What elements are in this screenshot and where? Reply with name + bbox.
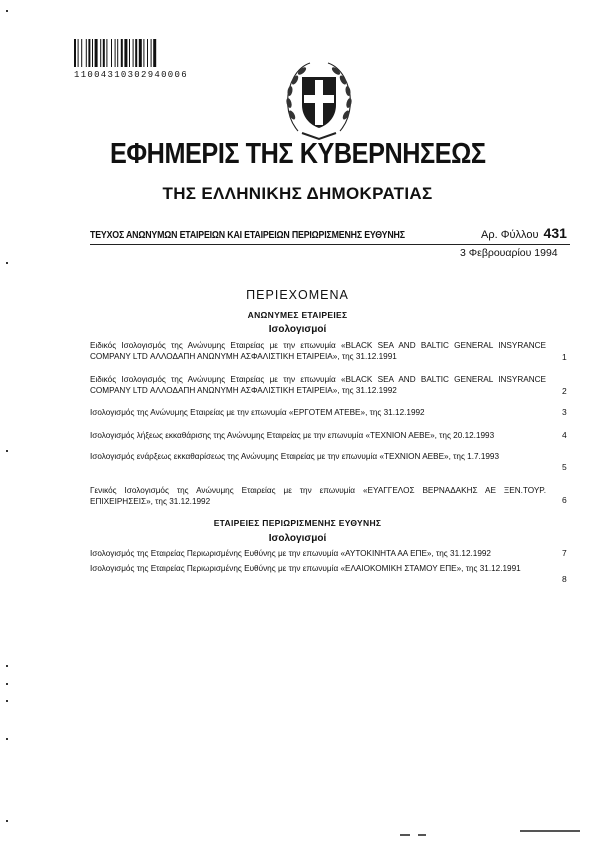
- barcode-bar: [81, 39, 82, 67]
- toc-entry-text: Ισολογισμός της Εταιρείας Περιωρισμένης Ευθύνης με την επωνυμία «ΑΥΤΟΚΙΝΗΤΑ ΑΑ ΕΠΕ», της 31.12.1992: [90, 549, 491, 558]
- toc-page-number: 6: [562, 495, 567, 505]
- toc-page-number: 2: [562, 386, 567, 396]
- toc-entry-text: Γενικός Ισολογισμός της Ανώνυμης Εταιρείας με την επωνυμία «ΕΥΑΓΓΕΛΟΣ ΒΕΡΝΑΔΑΚΗΣ ΑΕ ΞΕΝ.ΤΟΥΡ. ΕΠΙΧΕΙΡΗΣΕΙΣ», της 31.12.1992: [90, 486, 546, 506]
- barcode-bar: [88, 39, 90, 67]
- toc-page-number: 3: [562, 407, 567, 417]
- toc-page-number: 5: [562, 462, 567, 472]
- subsection-heading: Ισολογισμοί: [268, 324, 327, 335]
- toc-entry-text: Ειδικός Ισολογισμός της Ανώνυμης Εταιρείας με την επωνυμία «BLACK SEA AND BALTIC GENERAL INSYRANCE COMPANY LTD ΑΛΛΟΔΑΠΗ ΑΝΩΝΥΜΗ ΑΣΦΑΛΙΣΤΙΚΗ ΕΤΑΙΡΕΙΑ», της 31.12.1991: [90, 341, 546, 361]
- barcode-bar: [74, 39, 76, 67]
- barcode-bar: [117, 39, 118, 67]
- barcode: [74, 39, 214, 67]
- barcode-bar: [147, 39, 148, 67]
- barcode-bar: [133, 39, 134, 67]
- gazette-title: ΕΦΗΜΕΡΙΣ ΤΗΣ ΚΥΒΕΡΝΗΣΕΩΣ: [110, 138, 486, 170]
- barcode-bar: [100, 39, 101, 67]
- section-heading: ΕΤΑΙΡΕΙΕΣ ΠΕΡΙΩΡΙΣΜΕΝΗΣ ΕΥΘΥΝΗΣ: [213, 518, 382, 528]
- barcode-bar: [86, 39, 87, 67]
- scan-speck: [6, 450, 8, 452]
- toc-entry: [90, 451, 546, 462]
- toc-entry: [90, 407, 546, 418]
- barcode-bar: [95, 39, 98, 67]
- scan-speck: [6, 10, 8, 12]
- sheet-number-label: Αρ. Φύλλου: [481, 229, 539, 241]
- barcode-bar: [111, 39, 112, 67]
- toc-entry: [90, 340, 546, 362]
- coat-of-arms-emblem: [280, 55, 358, 143]
- barcode-bar: [92, 39, 93, 67]
- toc-page-number: 7: [562, 548, 567, 558]
- barcode-bar: [135, 39, 137, 67]
- section-heading: ΑΝΩΝΥΜΕΣ ΕΤΑΙΡΕΙΕΣ: [247, 310, 348, 320]
- barcode-bar: [143, 39, 144, 67]
- toc-entry-text: Ισολογισμός της Ανώνυμης Εταιρείας με την επωνυμία «ΕΡΓΟΤΕΜ ΑΤΕΒΕ», της 31.12.1992: [90, 408, 425, 417]
- scan-speck: [6, 683, 8, 685]
- barcode-bar: [106, 39, 107, 67]
- barcode-bar: [139, 39, 142, 67]
- toc-page-number: 4: [562, 430, 567, 440]
- toc-entry: [90, 374, 546, 396]
- toc-entry: [90, 485, 546, 507]
- scan-speck: [520, 830, 580, 832]
- issue-type: ΤΕΥΧΟΣ ΑΝΩΝΥΜΩΝ ΕΤΑΙΡΕΙΩΝ ΚΑΙ ΕΤΑΙΡΕΙΩΝ ΠΕΡΙΩΡΙΣΜΕΝΗΣ ΕΥΘΥΝΗΣ: [90, 230, 405, 241]
- toc-entry-text: Ειδικός Ισολογισμός της Ανώνυμης Εταιρείας με την επωνυμία «BLACK SEA AND BALTIC GENERAL INSYRANCE COMPANY LTD ΑΛΛΟΔΑΠΗ ΑΝΩΝΥΜΗ ΑΣΦΑΛΙΣΤΙΚΗ ΕΤΑΙΡΕΙΑ», της 31.12.1992: [90, 375, 546, 395]
- issue-date: 3 Φεβρουαρίου 1994: [460, 247, 558, 259]
- scan-speck: [418, 834, 426, 836]
- sheet-number: [481, 225, 567, 241]
- scan-speck: [6, 262, 8, 264]
- gazette-subtitle: ΤΗΣ ΕΛΛΗΝΙΚΗΣ ΔΗΜΟΚΡΑΤΙΑΣ: [162, 184, 433, 203]
- barcode-bar: [103, 39, 105, 67]
- barcode-bar: [121, 39, 123, 67]
- scan-speck: [400, 834, 410, 836]
- sheet-number-value: 431: [543, 225, 567, 241]
- header-divider: [90, 244, 570, 245]
- barcode-bar: [78, 39, 79, 67]
- barcode-bar: [153, 39, 156, 67]
- barcode-bar: [151, 39, 152, 67]
- toc-entry: [90, 563, 546, 574]
- subsection-heading: Ισολογισμοί: [268, 533, 327, 544]
- scan-speck: [6, 665, 8, 667]
- toc-page-number: 1: [562, 352, 567, 362]
- barcode-bar: [115, 39, 116, 67]
- toc-entry: [90, 548, 546, 559]
- barcode-number: 11004310302940006: [74, 70, 188, 80]
- barcode-bar: [129, 39, 130, 67]
- scan-speck: [6, 738, 8, 740]
- toc-entry-text: Ισολογισμός της Εταιρείας Περιωρισμένης Ευθύνης με την επωνυμία «ΕΛΑΙΟΚΟΜΙΚΗ ΣΤΑΜΟΥ ΕΠΕ», της 31.12.1991: [90, 564, 521, 573]
- barcode-bar: [124, 39, 127, 67]
- scan-speck: [6, 820, 8, 822]
- toc-entry: [90, 430, 546, 441]
- toc-page-number: 8: [562, 574, 567, 584]
- toc-entry-text: Ισολογισμός λήξεως εκκαθάρισης της Ανώνυμης Εταιρείας με την επωνυμία «ΤΕΧΝΙΟΝ ΑΕΒΕ», της 20.12.1993: [90, 431, 495, 440]
- scan-speck: [6, 700, 8, 702]
- toc-entry-text: Ισολογισμός ενάρξεως εκκαθαρίσεως της Ανώνυμης Εταιρείας με την επωνυμία «ΤΕΧΝΙΟΝ ΑΕΒΕ», της 1.7.1993: [90, 452, 500, 461]
- contents-heading: ΠΕΡΙΕΧΟΜΕΝΑ: [246, 288, 349, 302]
